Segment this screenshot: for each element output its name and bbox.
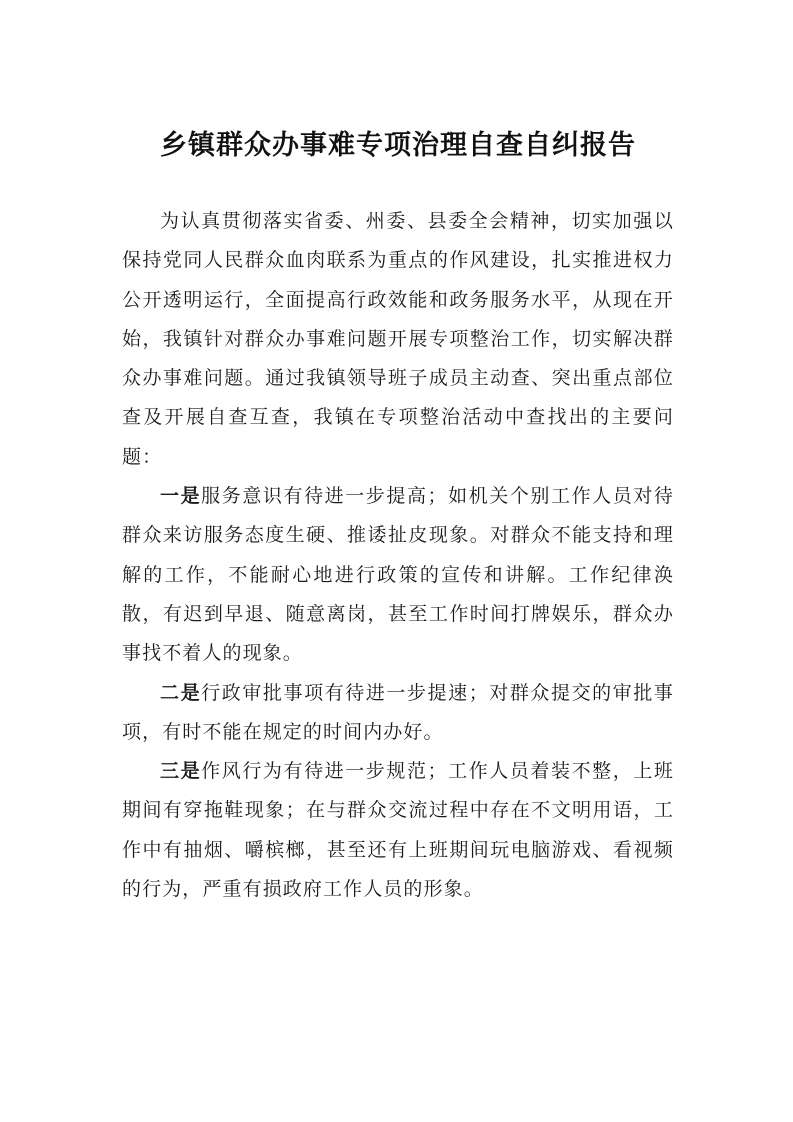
item-paragraph-3 xyxy=(122,752,674,909)
document-body xyxy=(122,202,674,909)
intro-paragraph: 为认真贯彻落实省委、州委、县委全会精神，切实加强以保持党同人民群众血肉联系为重点的作风建设，扎实推进权力公开透明运行，全面提高行政效能和政务服务水平，从现在开始，我镇针对群众办事难问题开展专项整治工作，切实解决群众办事难问题。通过我镇领导班子成员主动查、突出重点部位查及开展自查互查，我镇在专项整治活动中查找出的主要问题： xyxy=(122,210,674,468)
item-lead-3: 三是 xyxy=(160,760,202,783)
item-text-1: 服务意识有待进一步提高；如机关个别工作人员对待群众来访服务态度生硬、推诿扯皮现象。对群众不能支持和理解的工作，不能耐心地进行政策的宣传和讲解。工作纪律涣散，有迟到早退、随意离岗，甚至工作时间打牌娱乐，群众办事找不着人的现象。 xyxy=(122,485,675,665)
item-text-3: 作风行为有待进一步规范；工作人员着装不整，上班期间有穿拖鞋现象；在与群众交流过程中存在不文明用语，工作中有抽烟、嚼槟榔，甚至还有上班期间玩电脑游戏、看视频的行为，严重有损政府工作人员的形象。 xyxy=(122,760,675,901)
item-lead-2: 二是 xyxy=(160,681,202,704)
item-paragraph-1 xyxy=(122,477,674,673)
document-page xyxy=(122,118,674,909)
document-title: 乡镇群众办事难专项治理自查自纠报告 xyxy=(160,130,636,161)
item-text-2: 行政审批事项有待进一步提速；对群众提交的审批事项，有时不能在规定的时间内办好。 xyxy=(122,681,675,743)
item-paragraph-2 xyxy=(122,674,674,753)
item-lead-1: 一是 xyxy=(160,485,202,508)
